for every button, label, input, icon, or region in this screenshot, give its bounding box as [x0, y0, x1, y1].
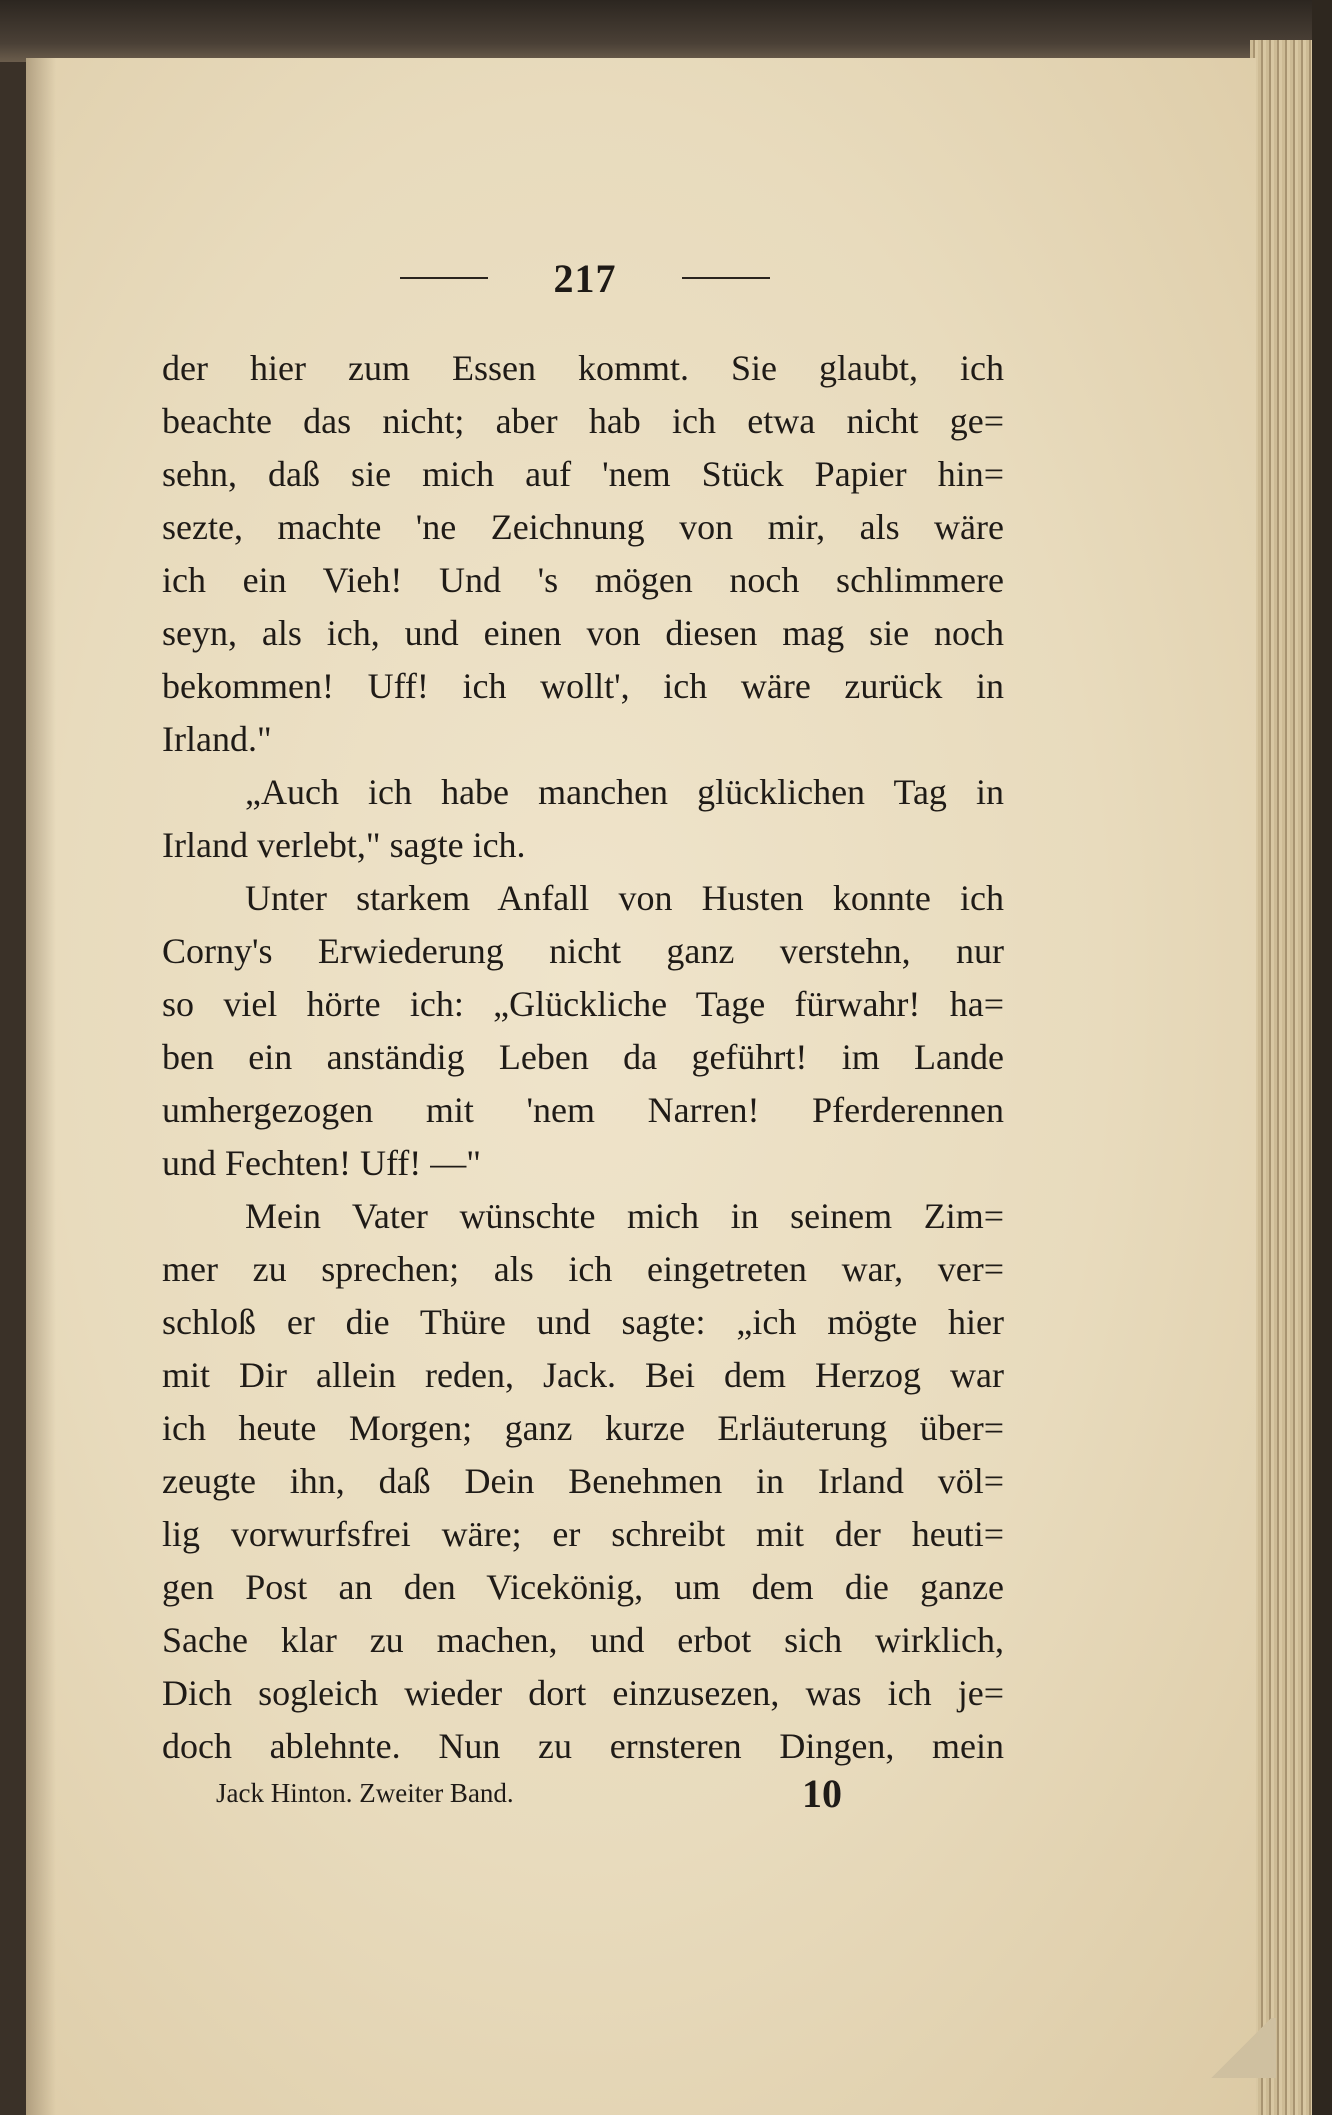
- text-line: gen Post an den Vicekönig, um dem die ganze: [162, 1567, 1004, 1607]
- page-header: [400, 248, 770, 308]
- text-line: doch ablehnte. Nun zu ernsteren Dingen, mein: [162, 1726, 1004, 1766]
- text-line: so viel hörte ich: „Glückliche Tage fürwahr! ha=: [162, 984, 1004, 1024]
- text-line: mer zu sprechen; als ich eingetreten war, ver=: [162, 1249, 1004, 1289]
- text-line: sezte, machte 'ne Zeichnung von mir, als wäre: [162, 507, 1004, 547]
- text-line: schloß er die Thüre und sagte: „ich mögte hier: [162, 1302, 1004, 1342]
- text-line: beachte das nicht; aber hab ich etwa nicht ge=: [162, 401, 1004, 441]
- text-line: Dich sogleich wieder dort einzusezen, was ich je=: [162, 1673, 1004, 1713]
- text-line: und Fechten! Uff! —": [162, 1143, 481, 1183]
- text-line: bekommen! Uff! ich wollt', ich wäre zurück in: [162, 666, 1004, 706]
- header-rule-right: [682, 277, 770, 279]
- text-line: der hier zum Essen kommt. Sie glaubt, ich: [162, 348, 1004, 388]
- text-line: Corny's Erwiederung nicht ganz verstehn, nur: [162, 931, 1004, 971]
- page-corner-fold: [1206, 2018, 1276, 2078]
- text-line: Mein Vater wünschte mich in seinem Zim=: [245, 1196, 1004, 1236]
- text-line: seyn, als ich, und einen von diesen mag sie noch: [162, 613, 1004, 653]
- text-line: lig vorwurfsfrei wäre; er schreibt mit der heuti=: [162, 1514, 1004, 1554]
- page-number: 217: [553, 255, 617, 301]
- text-line: ich ein Vieh! Und 's mögen noch schlimmere: [162, 560, 1004, 600]
- text-line: Irland.": [162, 719, 272, 759]
- footer-book-title: Jack Hinton. Zweiter Band.: [216, 1778, 514, 1808]
- text-line: sehn, daß sie mich auf 'nem Stück Papier hin=: [162, 454, 1004, 494]
- text-line: Unter starkem Anfall von Husten konnte ich: [245, 878, 1004, 918]
- sheet-signature: 10: [802, 1771, 842, 1816]
- page-edges: [1250, 40, 1320, 2115]
- book-cover-top: [0, 0, 1332, 62]
- text-line: Irland verlebt," sagte ich.: [162, 825, 526, 865]
- spine-shadow: [26, 58, 56, 2115]
- text-line: Sache klar zu machen, und erbot sich wirklich,: [162, 1620, 1004, 1660]
- page-footer: [190, 1770, 890, 1820]
- text-line: zeugte ihn, daß Dein Benehmen in Irland völ=: [162, 1461, 1004, 1501]
- book-cover-right: [1312, 0, 1332, 2115]
- text-line: „Auch ich habe manchen glücklichen Tag in: [245, 772, 1004, 812]
- text-line: ben ein anständig Leben da geführt! im Lande: [162, 1037, 1004, 1077]
- header-rule-left: [400, 277, 488, 279]
- text-line: umhergezogen mit 'nem Narren! Pferderennen: [162, 1090, 1004, 1130]
- text-line: mit Dir allein reden, Jack. Bei dem Herzog war: [162, 1355, 1004, 1395]
- text-line: ich heute Morgen; ganz kurze Erläuterung über=: [162, 1408, 1004, 1448]
- body-text: [162, 342, 1004, 1773]
